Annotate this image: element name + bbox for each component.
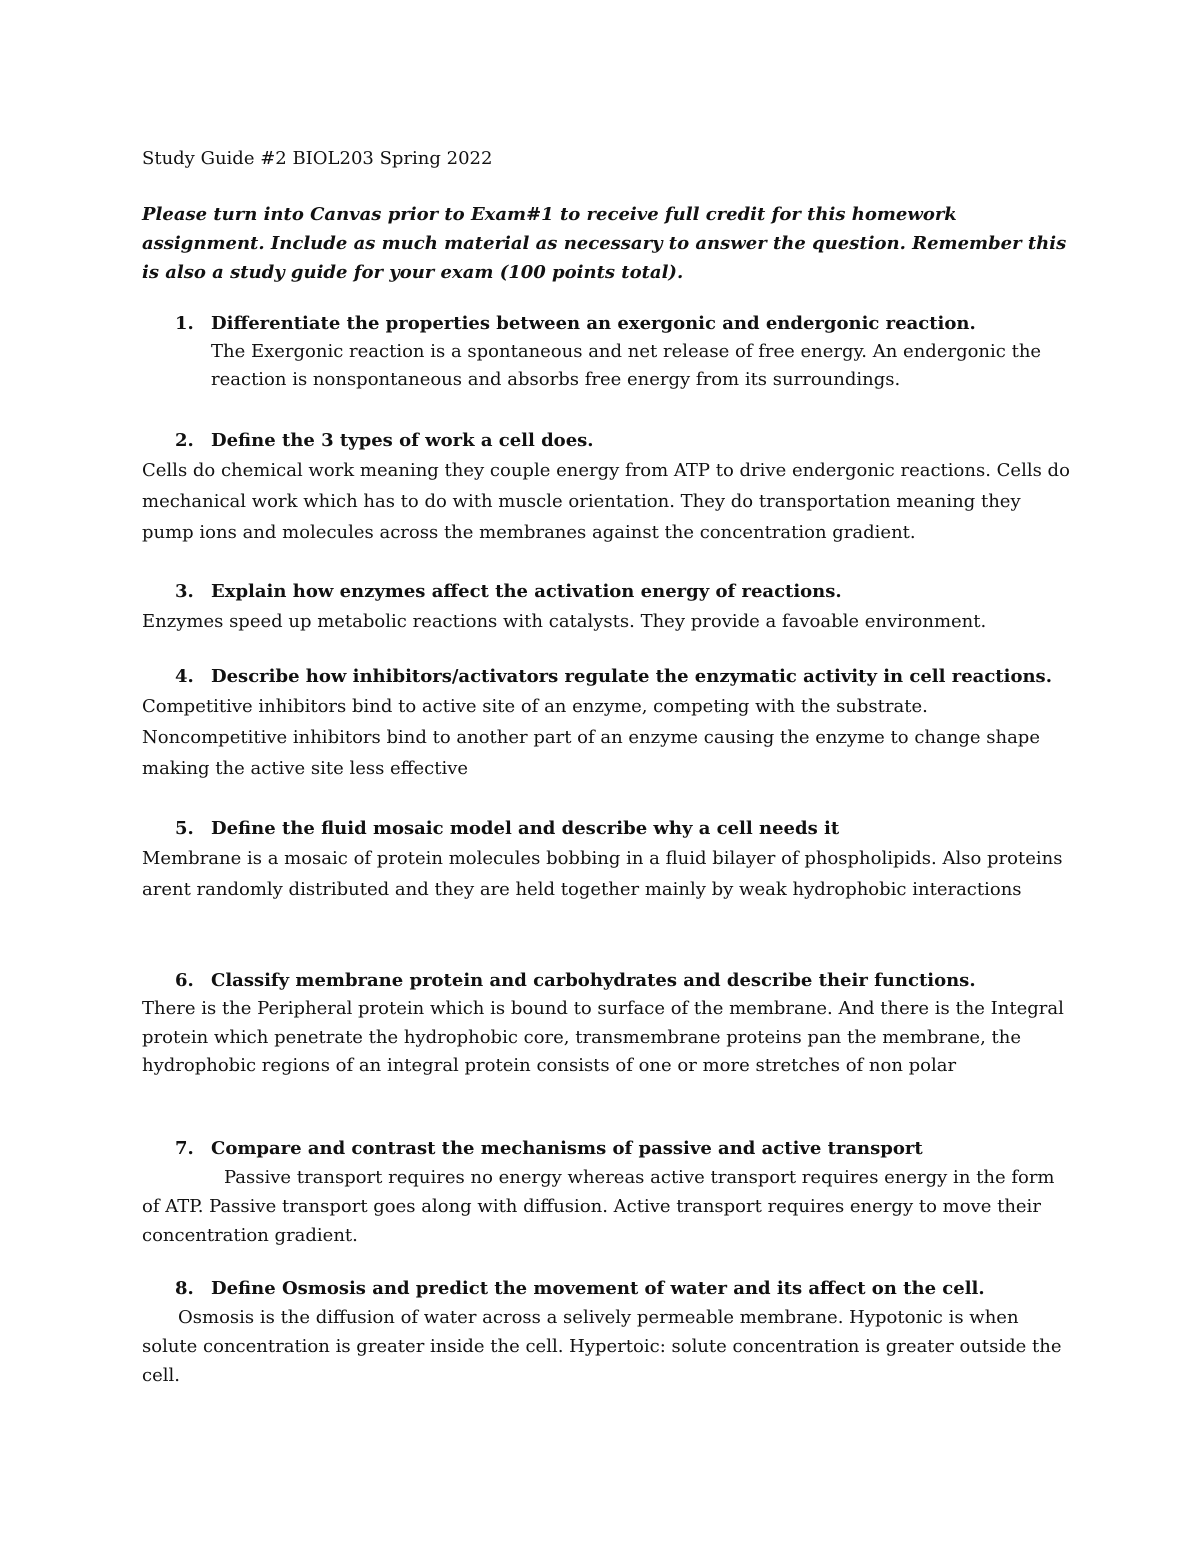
question-prompt-text: Describe how inhibitors/activators regulate the enzymatic activity in cell reactions. [211,666,1052,687]
question-number: 7. [175,1138,194,1159]
question-answer: Membrane is a mosaic of protein molecules bobbing in a fluid bilayer of phospholipids. Also proteins arent randomly distributed and they are held together mainly by weak hydrophobic interactions [142,848,1063,900]
question-answer: Enzymes speed up metabolic reactions with catalysts. They provide a favoable environment. [142,611,987,632]
question-6 [142,967,1072,1081]
question-answer: Cells do chemical work meaning they couple energy from ATP to drive endergonic reactions. Cells do mechanical work which has to do with muscle orientation. They do transportation meaning they pump ions and molecules across the membranes against the concentration gradient. [142,460,1070,543]
question-5 [142,815,1072,905]
question-answer: Competitive inhibitors bind to active site of an enzyme, competing with the substrate. Noncompetitive inhibitors bind to another part of an enzyme causing the enzyme to change shape making the active site less effective [142,696,1040,779]
question-prompt [142,967,1072,995]
question-prompt-text: Define Osmosis and predict the movement of water and its affect on the cell. [211,1278,985,1299]
question-prompt [142,578,1072,606]
question-number: 4. [175,666,194,687]
question-number: 1. [175,313,194,334]
question-prompt [142,427,1072,455]
question-answer: There is the Peripheral protein which is bound to surface of the membrane. And there is the Integral protein which penetrate the hydrophobic core, transmembrane proteins pan the membrane, the hydrophobic regions of an integral protein consists of one or more stretches of non polar [142,998,1064,1076]
question-prompt [142,815,1072,843]
question-number: 8. [175,1278,194,1299]
question-prompt-text: Explain how enzymes affect the activation energy of reactions. [211,581,842,602]
question-number: 5. [175,818,194,839]
question-1 [142,310,1072,394]
question-prompt [142,1275,1072,1303]
question-prompt [142,1135,1072,1163]
question-number: 3. [175,581,194,602]
question-7 [142,1135,1072,1250]
question-prompt [142,310,1072,338]
question-number: 6. [175,970,194,991]
question-prompt-text: Compare and contrast the mechanisms of passive and active transport [211,1138,923,1159]
question-prompt-text: Define the 3 types of work a cell does. [211,430,594,451]
question-8 [142,1275,1072,1390]
question-prompt-text: Classify membrane protein and carbohydrates and describe their functions. [211,970,976,991]
question-number: 2. [175,430,194,451]
question-prompt-text: Differentiate the properties between an exergonic and endergonic reaction. [211,313,976,334]
question-answer: Passive transport requires no energy whereas active transport requires energy in the form of ATP. Passive transport goes along with diffusion. Active transport requires energy to move their concentration gradient. [142,1167,1055,1246]
question-answer: The Exergonic reaction is a spontaneous and net release of free energy. An endergonic the reaction is nonspontaneous and absorbs free energy from its surroundings. [211,341,1042,390]
question-answer: Osmosis is the diffusion of water across a selively permeable membrane. Hypotonic is when solute concentration is greater inside the cell. Hypertoic: solute concentration is greater outside the cell. [142,1307,1062,1386]
question-prompt-text: Define the fluid mosaic model and describe why a cell needs it [211,818,840,839]
document-title: Study Guide #2 BIOL203 Spring 2022 [142,148,493,169]
question-2 [142,427,1072,548]
question-prompt [142,663,1072,691]
question-3 [142,578,1072,637]
question-4 [142,663,1072,784]
instructions-text: Please turn into Canvas prior to Exam#1 to receive full credit for this homework assignment. Include as much material as necessary to answer the question. Remember this is also a study guide for your exam (100 points total). [142,204,1067,283]
